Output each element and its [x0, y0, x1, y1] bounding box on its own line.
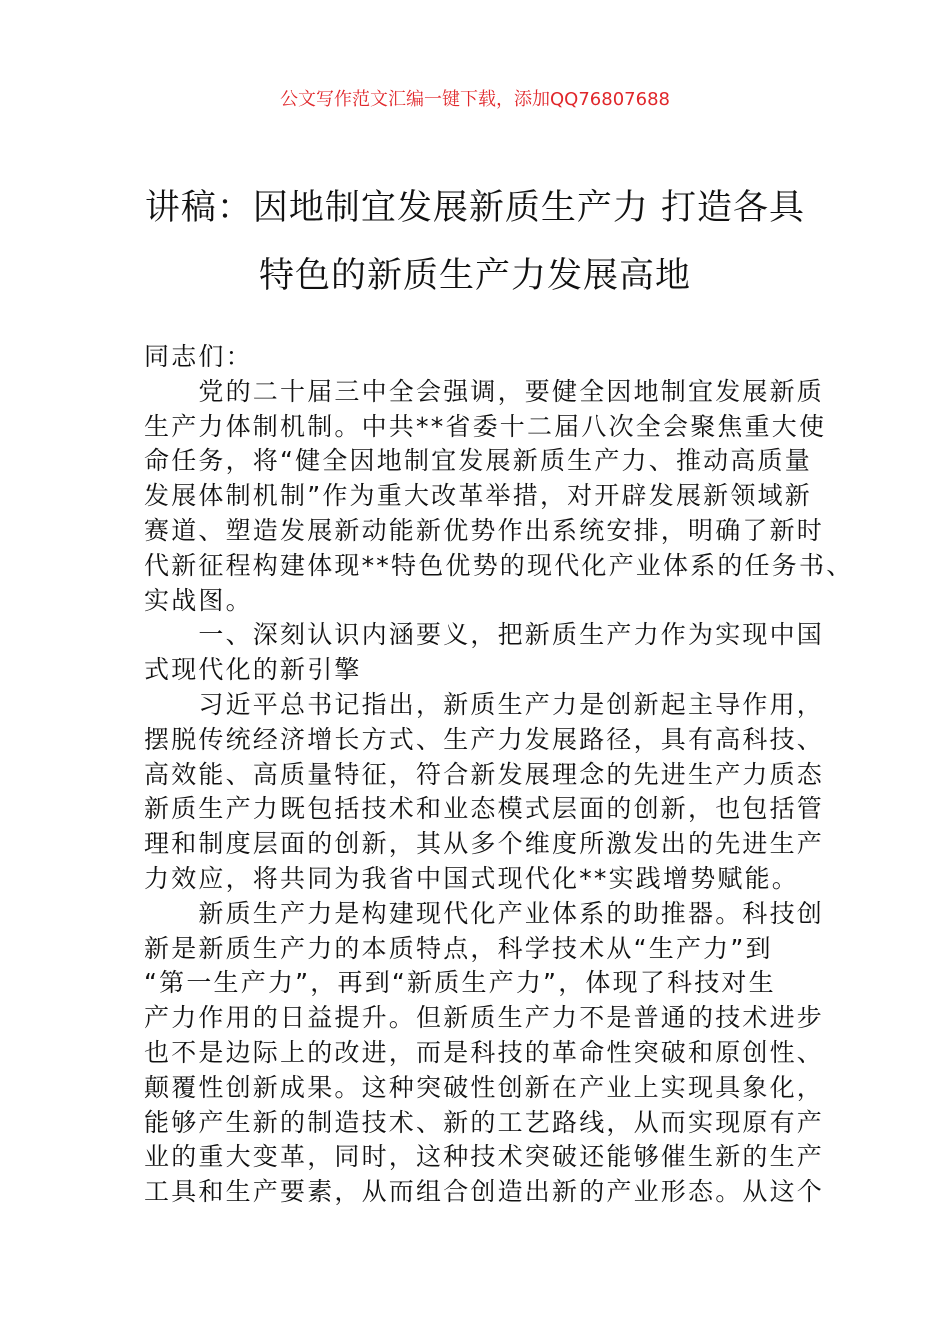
body-text-line: 力效应，将共同为我省中国式现代化**实践增势赋能。 — [144, 863, 800, 893]
body-text-line: 同志们： — [144, 342, 253, 371]
body-text-line: 一、深刻认识内涵要义，把新质生产力作为实现中国 — [144, 620, 825, 650]
body-text-line: 工具和生产要素，从而组合创造出新的产业形态。从这个 — [144, 1177, 825, 1207]
body-text-line: 习近平总书记指出，新质生产力是创新起主导作用， — [144, 689, 825, 719]
body-text-line: 新质生产力既包括技术和业态模式层面的创新，也包括管 — [144, 794, 825, 824]
body-text-line: 实战图。 — [144, 585, 253, 615]
body-text-line: 党的二十届三中全会强调，要健全因地制宜发展新质 — [144, 376, 825, 406]
body-text-line: 命任务，将“健全因地制宜发展新质生产力、推动高质量 — [144, 446, 812, 476]
document-title-line-2: 特色的新质生产力发展高地 — [258, 256, 691, 296]
body-text-line: 颠覆性创新成果。这种突破性创新在产业上实现具象化， — [144, 1072, 825, 1102]
body-text-line: 摆脱传统经济增长方式、生产力发展路径，具有高科技、 — [144, 724, 825, 754]
document-title-line-1: 讲稿：因地制宜发展新质生产力 打造各具 — [144, 188, 806, 228]
body-text-line: 发展体制机制”作为重大改革举措，对开辟发展新领域新 — [144, 481, 812, 511]
body-text-line: 新是新质生产力的本质特点，科学技术从“生产力”到 — [144, 933, 773, 963]
body-text-line: 高效能、高质量特征，符合新发展理念的先进生产力质态 — [144, 759, 825, 789]
body-text-line: 业的重大变革，同时，这种技术突破还能够催生新的生产 — [144, 1142, 825, 1172]
body-text-line: “第一生产力”，再到“新质生产力”，体现了科技对生 — [144, 968, 776, 998]
body-text-line: 也不是边际上的改进，而是科技的革命性突破和原创性、 — [144, 1037, 825, 1067]
body-text-line: 赛道、塑造发展新动能新优势作出系统安排，明确了新时 — [144, 515, 825, 545]
body-text-line: 理和制度层面的创新，其从多个维度所激发出的先进生产 — [144, 829, 825, 859]
body-text-line: 新质生产力是构建现代化产业体系的助推器。科技创 — [144, 898, 825, 928]
body-text-line: 式现代化的新引擎 — [144, 655, 362, 685]
body-text-line: 产力作用的日益提升。但新质生产力不是普通的技术进步 — [144, 1003, 825, 1033]
body-text-line: 能够产生新的制造技术、新的工艺路线，从而实现原有产 — [144, 1107, 825, 1137]
body-text-line: 代新征程构建体现**特色优势的现代化产业体系的任务书、 — [144, 550, 854, 580]
document-body — [144, 340, 854, 1210]
body-text-line: 生产力体制机制。中共**省委十二届八次全会聚焦重大使 — [144, 411, 827, 441]
promo-header: 公文写作范文汇编一键下载，添加QQ76807688 — [280, 89, 670, 110]
